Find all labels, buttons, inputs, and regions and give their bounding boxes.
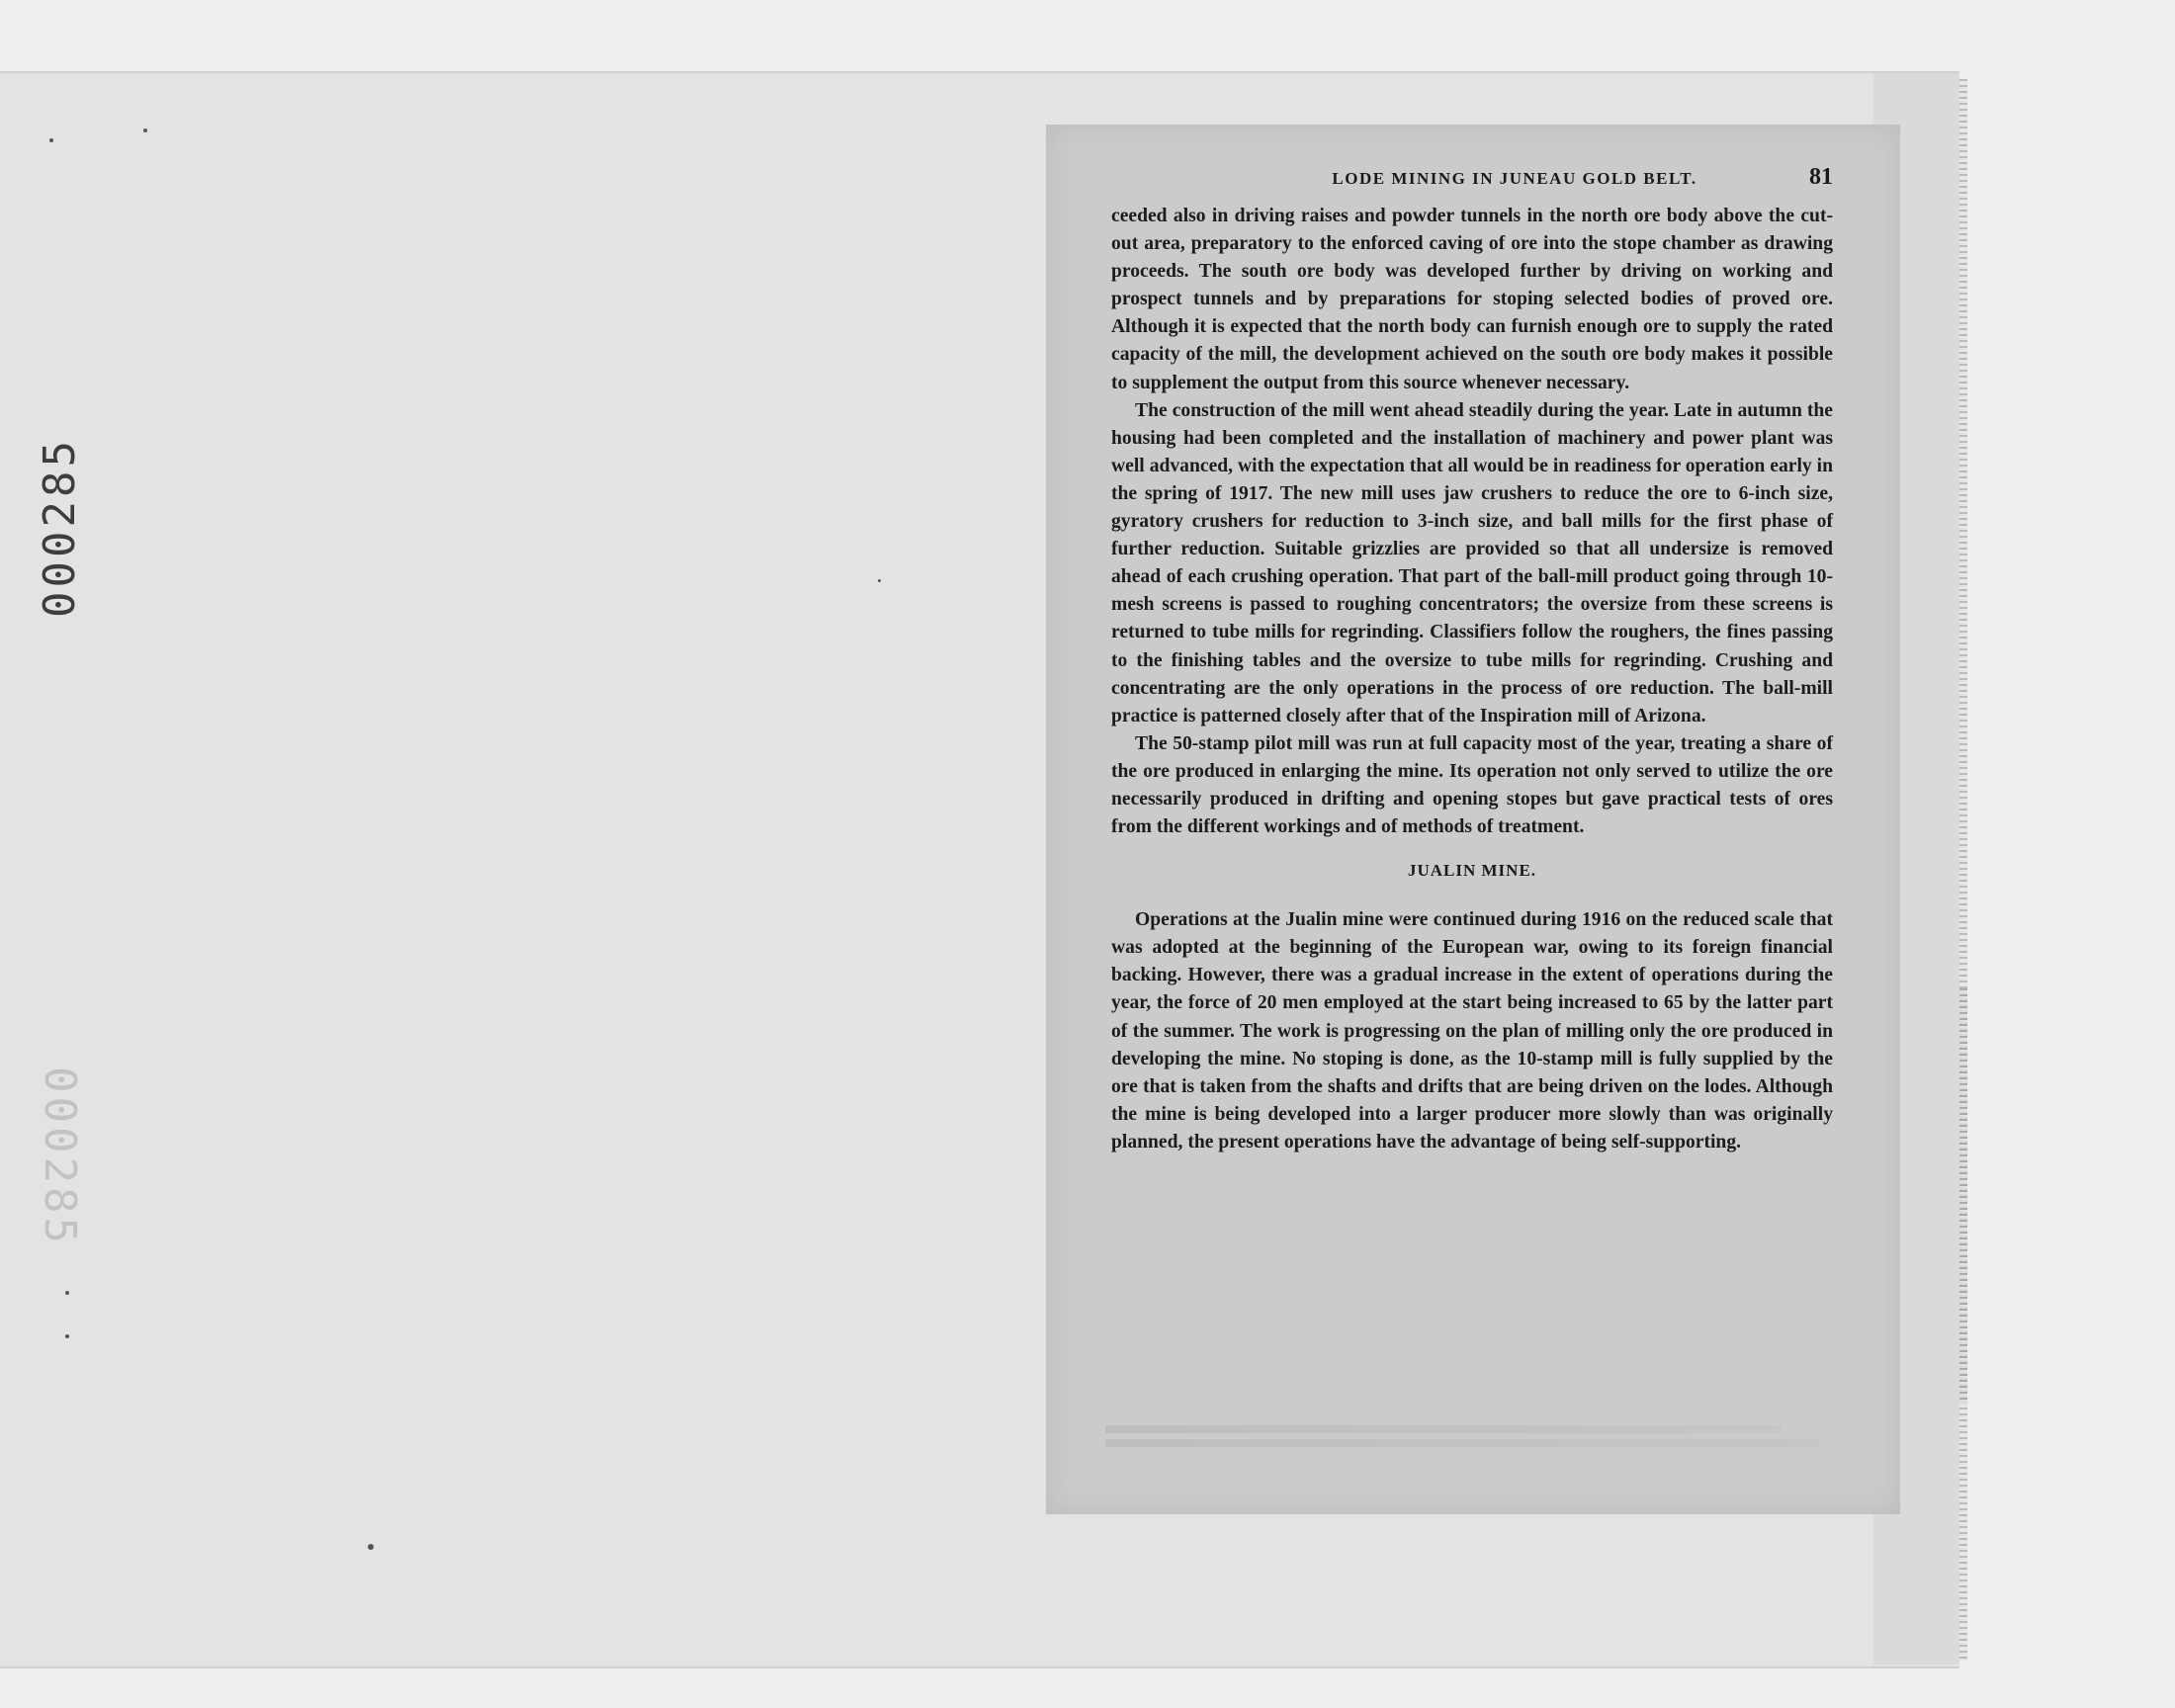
running-head-title: LODE MINING IN JUNEAU GOLD BELT. <box>1332 169 1697 188</box>
dust-speck <box>65 1291 69 1295</box>
scan-edge-lines <box>1959 79 1967 1661</box>
dust-speck <box>368 1544 374 1550</box>
paragraph: Operations at the Jualin mine were continued during 1916 on the reduced scale that was adopted at the beginning of the European war, owing to its foreign financial backing. However, there was a gradual increase in the extent of operations during the year, the force of 20 men employed at the start being increased to 65 by the latter part of the summer. The work is progressing on the plan of milling only the ore produced in developing the mine. No stoping is done, as the 10-stamp mill is fully supplied by the ore that is taken from the shafts and drifts that are being driven on the lodes. Although the mine is being developed into a larger producer more slowly than was originally planned, the present operations have the advantage of being self-supporting. <box>1111 909 1833 1153</box>
margin-stamp-faint <box>30 1063 89 1250</box>
paragraph: ceeded also in driving raises and powder tunnels in the north ore body above the cut-out area, preparatory to the enforced caving of ore into the stope chamber as drawing proceeds. The south ore body was developed further by driving on working and prospect tunnels and by preparations for stoping selected bodies of proved ore. Although it is expected that the north body can furnish enough ore to supply the rated capacity of the mill, the development achieved on the south ore body makes it possible to supplement the output from this source whenever necessary. <box>1111 206 1833 393</box>
scan-edge-lines-lower <box>1959 988 1967 1404</box>
paragraph: The construction of the mill went ahead steadily during the year. Late in autumn the housing had been completed and the installation of machinery and power plant was well advanced, with the expectation that all would be in readiness for operation early in the spring of 1917. The new mill uses jaw crushers to reduce the ore to 6-inch size, gyratory crushers for reduction to 3-inch size, and ball mills for the first phase of further reduction. Suitable grizzlies are provided so that all undersize is removed ahead of each crushing operation. That part of the ball-mill product going through 10-mesh screens is passed to roughing concentrators; the oversize from these screens is returned to tube mills for regrinding. Classifiers follow the roughers, the fines passing to the finishing tables and the oversize to tube mills for regrinding. Crushing and concentrating are the only operations in the process of ore reduction. The ball-mill practice is patterned closely after that of the Inspiration mill of Arizona. <box>1111 399 1833 726</box>
book-page <box>1046 125 1900 1514</box>
dust-speck <box>65 1334 69 1338</box>
page-text-block <box>1111 164 1833 1156</box>
dust-speck <box>49 138 53 142</box>
running-head <box>1111 164 1833 191</box>
page-number: 81 <box>1809 164 1833 190</box>
margin-stamp-faint-number: 000285 <box>34 1066 85 1247</box>
paragraph: The 50-stamp pilot mill was run at full capacity most of the year, treating a share of the ore produced in enlarging the mine. Its operation not only served to utilize the ore necessarily produced in drifting and opening stopes but gave practical tests of ores from the different workings and of methods of treatment. <box>1111 732 1833 838</box>
ghost-line <box>1105 1439 1819 1447</box>
section-heading: JUALIN MINE. <box>1407 861 1537 881</box>
ghost-line <box>1105 1425 1782 1433</box>
dust-speck <box>143 128 147 132</box>
margin-stamp-number: 000285 <box>34 436 85 618</box>
bleed-through-ghost <box>1105 1419 1857 1453</box>
dust-speck <box>878 579 881 582</box>
margin-stamp <box>30 433 89 621</box>
